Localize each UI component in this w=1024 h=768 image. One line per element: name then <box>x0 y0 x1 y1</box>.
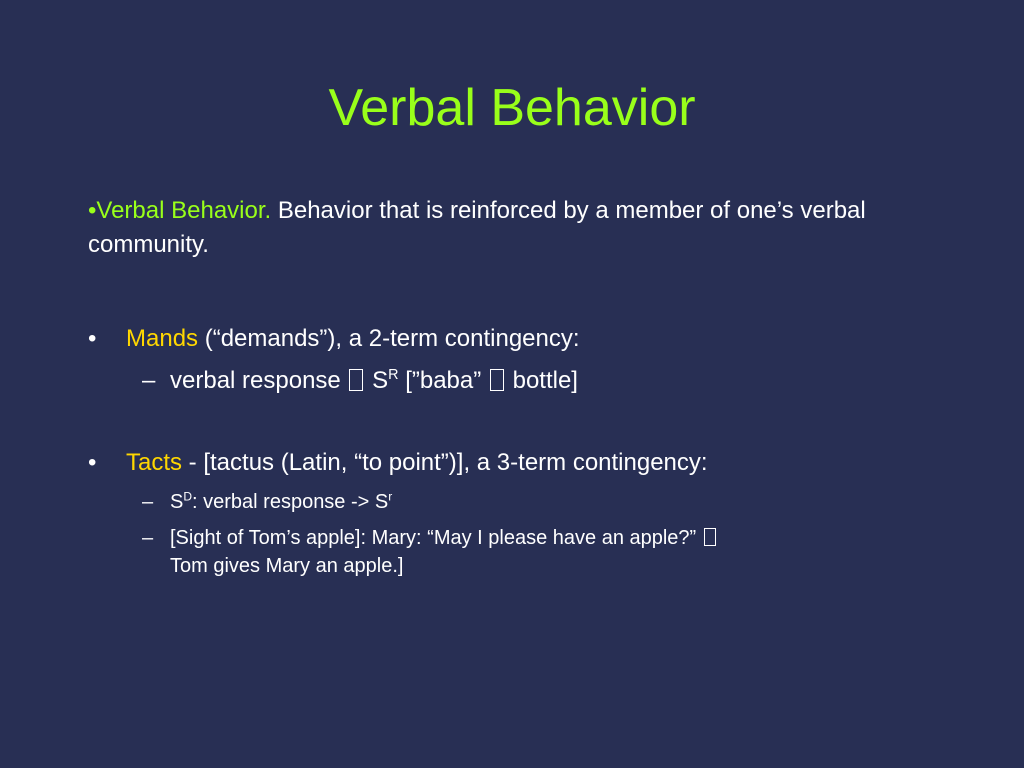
mands-sub-part4: bottle] <box>505 367 578 394</box>
arrow-glyph-icon <box>349 369 363 391</box>
definition-term: •Verbal Behavior. <box>88 197 272 224</box>
tacts-sub1-sup1: D <box>183 489 193 504</box>
mands-sub-part2: S <box>365 367 389 394</box>
sub-dash: – <box>142 527 154 549</box>
mands-line <box>126 322 580 356</box>
sub-dash: – <box>142 367 156 394</box>
tacts-sub1-part2: : verbal response -> S <box>192 491 389 513</box>
arrow-glyph-icon <box>490 369 504 391</box>
tacts-term: Tacts <box>126 449 183 476</box>
definition-paragraph <box>88 194 968 262</box>
mands-sub-part3: [”baba” <box>398 367 488 394</box>
tacts-sub2-part1: [Sight of Tom’s apple]: Mary: “May I please have an apple?” <box>170 527 702 549</box>
mands-term: Mands <box>126 325 199 352</box>
tacts-sub1-sup2: r <box>388 489 393 504</box>
bullet-marker: • <box>88 325 97 352</box>
tacts-subitem-1-text <box>170 488 920 516</box>
arrow-glyph-icon <box>704 528 716 546</box>
mands-description: (“demands”), a 2-term contingency: <box>198 325 580 352</box>
tacts-sub2-part2: Tom gives Mary an apple.] <box>170 555 404 577</box>
mands-sub-sup: R <box>388 367 399 383</box>
definition-text: Behavior that is reinforced by a member of one’s verbal community. <box>88 197 866 258</box>
tacts-line <box>126 446 708 480</box>
mands-sub-part1: verbal response <box>170 367 348 394</box>
bullet-marker: • <box>88 449 97 476</box>
slide-title: Verbal Behavior <box>328 79 696 137</box>
mands-subitem-text <box>170 364 920 398</box>
tacts-sub1-part1: S <box>170 491 184 513</box>
tacts-subitem-2-text <box>170 524 890 580</box>
sub-dash: – <box>142 491 154 513</box>
tacts-description: - [tactus (Latin, “to point”)], a 3-term contingency: <box>182 449 708 476</box>
